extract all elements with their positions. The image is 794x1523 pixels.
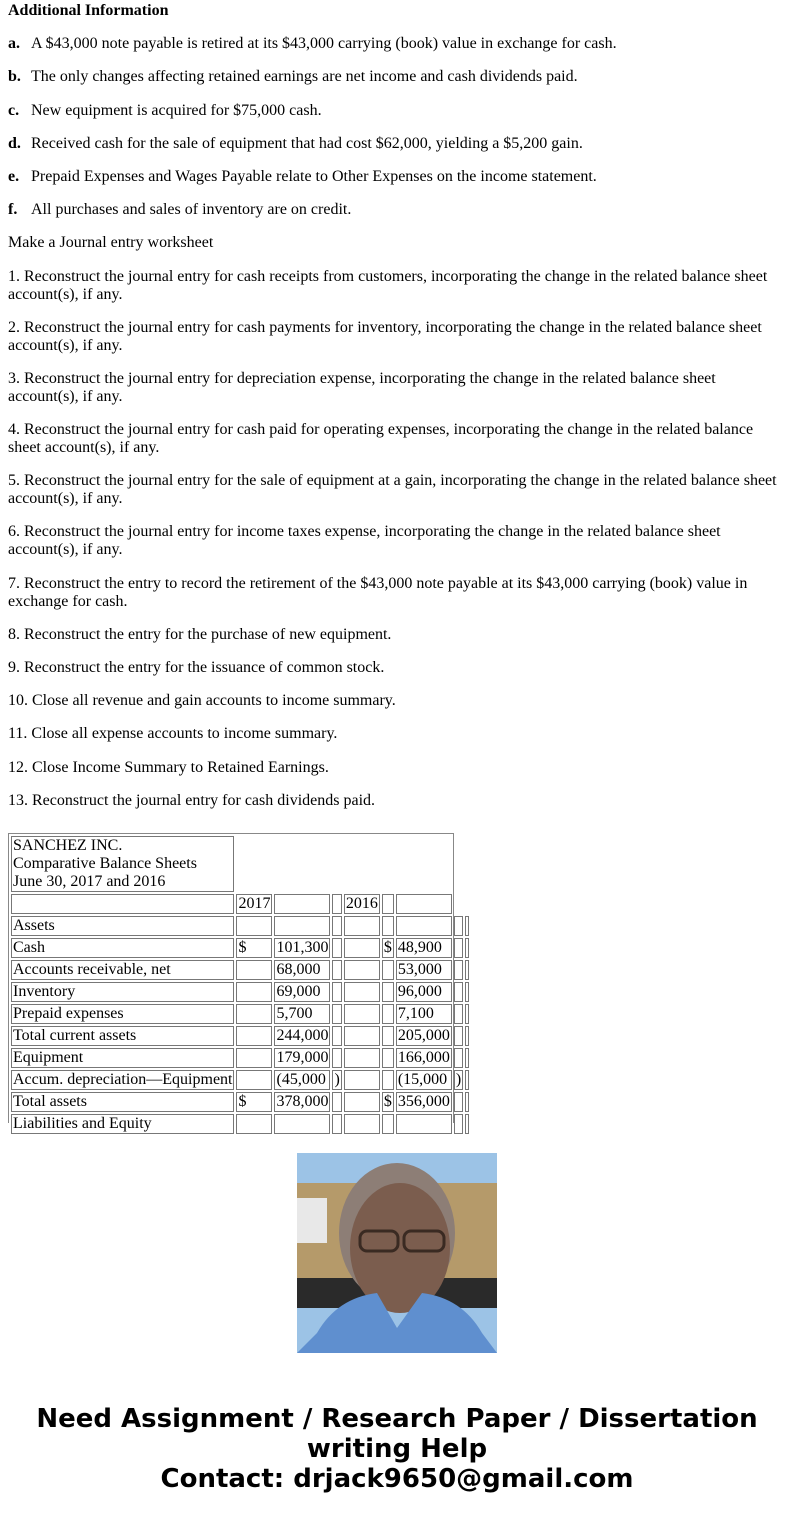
cell-v1: 244,000 [276, 1027, 329, 1044]
info-item [8, 135, 786, 153]
instruction: Make a Journal entry worksheet [8, 234, 214, 252]
year-header-row [11, 894, 469, 914]
cell-s1: $ [236, 1092, 272, 1112]
info-item [8, 168, 786, 186]
cell-p2 [454, 960, 463, 980]
cell-empty [396, 894, 452, 914]
cell-empty [236, 836, 469, 892]
cell-empty [465, 1092, 469, 1112]
table-row [11, 1092, 469, 1112]
cell-p2: ) [455, 1071, 462, 1088]
step-item: 10. Close all revenue and gain accounts to income summary. [8, 692, 396, 710]
info-letter: f. [8, 201, 18, 219]
cell-s2: $ [383, 939, 392, 956]
cell-empty [465, 1026, 469, 1046]
cell-p1 [332, 1004, 341, 1024]
cell-label: Inventory [11, 982, 234, 1002]
cell-empty [465, 916, 469, 936]
cell-s1 [236, 1070, 272, 1090]
table-row [11, 1026, 469, 1046]
info-text: Received cash for the sale of equipment that had cost $62,000, yielding a $5,200 gain. [31, 134, 583, 152]
cell-empty [465, 894, 469, 914]
cell-v1: 101,300 [276, 939, 329, 956]
cell-empty [344, 1026, 380, 1046]
step-item: 11. Close all expense accounts to income summary. [8, 725, 338, 743]
cell-empty [344, 1048, 380, 1068]
cell-empty [344, 1114, 380, 1134]
footer-contact[interactable]: Contact: drjack9650@gmail.com [160, 1464, 634, 1494]
cell-p2 [454, 982, 463, 1002]
year-2017: 2017 [238, 895, 271, 912]
info-text: All purchases and sales of inventory are on credit. [31, 201, 352, 219]
cell-s2 [382, 916, 394, 936]
sheet-title: Comparative Balance Sheets [13, 855, 197, 872]
info-letter: a. [8, 35, 20, 53]
cell-empty [344, 938, 380, 958]
cell-s2 [382, 960, 394, 980]
cell-s1 [236, 982, 272, 1002]
cell-empty [465, 982, 469, 1002]
cell-s2 [382, 1048, 394, 1068]
table-row [11, 1048, 469, 1068]
steps-list [8, 268, 786, 810]
footer-help-text: Need Assignment / Research Paper / Dissertation writing Help [36, 1404, 758, 1464]
cell-v1: 179,000 [276, 1049, 329, 1066]
cell-v2: (15,000 [396, 1070, 452, 1090]
cell-v1: (45,000 [274, 1070, 330, 1090]
cell-empty [344, 1004, 380, 1024]
balance-sheet-header [11, 836, 234, 892]
cell-label: Cash [11, 938, 234, 958]
cell-s2 [382, 982, 394, 1002]
cell-s1 [236, 960, 272, 980]
cell-v1 [274, 916, 330, 936]
cell-s1 [236, 1026, 272, 1046]
cell-v2: 48,900 [396, 938, 452, 958]
footer-banner [0, 1404, 794, 1494]
cell-label: Total assets [11, 1092, 234, 1112]
cell-v2: 96,000 [396, 982, 452, 1002]
cell-p1 [332, 938, 341, 958]
cell-s1 [236, 1004, 272, 1024]
balance-sheet-table [8, 833, 462, 1132]
cell-p1 [332, 1092, 341, 1112]
cell-v2 [396, 1114, 452, 1134]
cell-empty [332, 894, 341, 914]
cell-empty [465, 938, 469, 958]
cell-v2: 356,000 [397, 1093, 450, 1110]
cell-v1: 68,000 [274, 960, 330, 980]
cell-v2: 205,000 [397, 1027, 450, 1044]
cell-empty [465, 1048, 469, 1068]
cell-p1 [332, 1114, 341, 1134]
cell-p1 [332, 916, 341, 936]
step-item: 1. Reconstruct the journal entry for cash receipts from customers, incorporating the change in the related balance sheet account(s), if any. [8, 267, 768, 303]
cell-v2 [396, 916, 452, 936]
step-item: 7. Reconstruct the entry to record the retirement of the $43,000 note payable at its $43,000 carrying (book) value in exchange for cash. [8, 574, 748, 610]
cell-p2 [454, 916, 463, 936]
cell-empty [274, 894, 330, 914]
cell-p1 [332, 1026, 341, 1046]
info-list [8, 35, 786, 219]
info-item [8, 102, 786, 120]
cell-label: Accounts receivable, net [11, 960, 234, 980]
author-photo [297, 1153, 497, 1353]
info-text: Prepaid Expenses and Wages Payable relate to Other Expenses on the income statement. [31, 167, 597, 185]
cell-label: Liabilities and Equity [11, 1114, 234, 1134]
cell-v1: 69,000 [274, 982, 330, 1002]
cell-label: Assets [11, 916, 234, 936]
cell-v2: 166,000 [397, 1049, 450, 1066]
cell-p1 [332, 982, 341, 1002]
info-item [8, 201, 786, 219]
cell-p1: ) [334, 1071, 340, 1088]
cell-s1 [236, 1048, 272, 1068]
info-text: The only changes affecting retained earnings are net income and cash dividends paid. [31, 68, 578, 86]
cell-p2 [454, 1092, 463, 1112]
cell-empty [465, 1004, 469, 1024]
cell-p1 [332, 960, 341, 980]
cell-p2 [454, 1004, 463, 1024]
cell-v1: 5,700 [274, 1004, 330, 1024]
info-letter: e. [8, 167, 20, 185]
cell-label: Prepaid expenses [11, 1004, 234, 1024]
step-item: 4. Reconstruct the journal entry for cash paid for operating expenses, incorporating the change in the related balance sheet account(s), if any. [8, 421, 754, 457]
step-item: 8. Reconstruct the entry for the purchase of new equipment. [8, 625, 392, 643]
cell-s2 [382, 1004, 394, 1024]
cell-p2 [454, 1026, 463, 1046]
table-row [11, 960, 469, 980]
cell-empty [344, 916, 380, 936]
table-row [11, 938, 469, 958]
cell-label: Accum. depreciation—Equipment [13, 1071, 233, 1088]
cell-p2 [454, 938, 463, 958]
cell-empty [454, 894, 463, 914]
additional-info-heading: Additional Information [8, 2, 169, 19]
year-2016: 2016 [345, 895, 378, 912]
cell-s2 [382, 1070, 394, 1090]
cell-p2 [454, 1114, 463, 1134]
cell-s2 [382, 1026, 394, 1046]
sheet-date: June 30, 2017 and 2016 [13, 873, 166, 890]
cell-empty [465, 1070, 469, 1090]
cell-empty [465, 1114, 469, 1134]
cell-v2: 53,000 [396, 960, 452, 980]
info-text: A $43,000 note payable is retired at its $43,000 carrying (book) value in exchange for cash. [31, 35, 617, 53]
cell-s1 [236, 1114, 272, 1134]
cell-p1 [332, 1048, 341, 1068]
cell-empty [344, 982, 380, 1002]
company-name: SANCHEZ INC. [13, 837, 123, 854]
table-row [11, 982, 469, 1002]
cell-v1: 378,000 [276, 1093, 329, 1110]
step-item: 9. Reconstruct the entry for the issuance of common stock. [8, 659, 385, 676]
table-row [11, 1114, 469, 1134]
cell-empty [382, 894, 394, 914]
info-item [8, 35, 786, 53]
info-item [8, 68, 786, 86]
step-item: 12. Close Income Summary to Retained Earnings. [8, 758, 329, 776]
step-item: 13. Reconstruct the journal entry for cash dividends paid. [8, 791, 376, 809]
info-letter: c. [8, 101, 20, 119]
table-row [11, 1070, 469, 1090]
cell-label: Total current assets [11, 1026, 234, 1046]
info-text: New equipment is acquired for $75,000 cash. [31, 101, 322, 119]
cell-p2 [454, 1048, 463, 1068]
table-row [11, 916, 469, 936]
step-item: 3. Reconstruct the journal entry for depreciation expense, incorporating the change in the related balance sheet account(s), if any. [8, 369, 716, 405]
table-row [11, 1004, 469, 1024]
cell-empty [465, 960, 469, 980]
step-item: 6. Reconstruct the journal entry for income taxes expense, incorporating the change in the related balance sheet account(s), if any. [8, 523, 721, 559]
info-letter: d. [8, 134, 21, 152]
cell-v2: 7,100 [396, 1004, 452, 1024]
info-letter: b. [8, 68, 21, 86]
cell-label: Equipment [11, 1048, 234, 1068]
cell-empty [11, 894, 234, 914]
step-item: 5. Reconstruct the journal entry for the sale of equipment at a gain, incorporating the change in the related balance sheet account(s), if any. [8, 472, 777, 508]
document-body [8, 2, 786, 825]
cell-s1 [236, 916, 272, 936]
cell-s1: $ [236, 938, 272, 958]
cell-empty [344, 1070, 380, 1090]
cell-s2: $ [383, 1093, 392, 1110]
cell-empty [344, 960, 380, 980]
cell-empty [344, 1092, 380, 1112]
step-item: 2. Reconstruct the journal entry for cash payments for inventory, incorporating the change in the related balance sheet account(s), if any. [8, 318, 762, 354]
cell-s2 [382, 1114, 394, 1134]
cell-v1 [274, 1114, 330, 1134]
